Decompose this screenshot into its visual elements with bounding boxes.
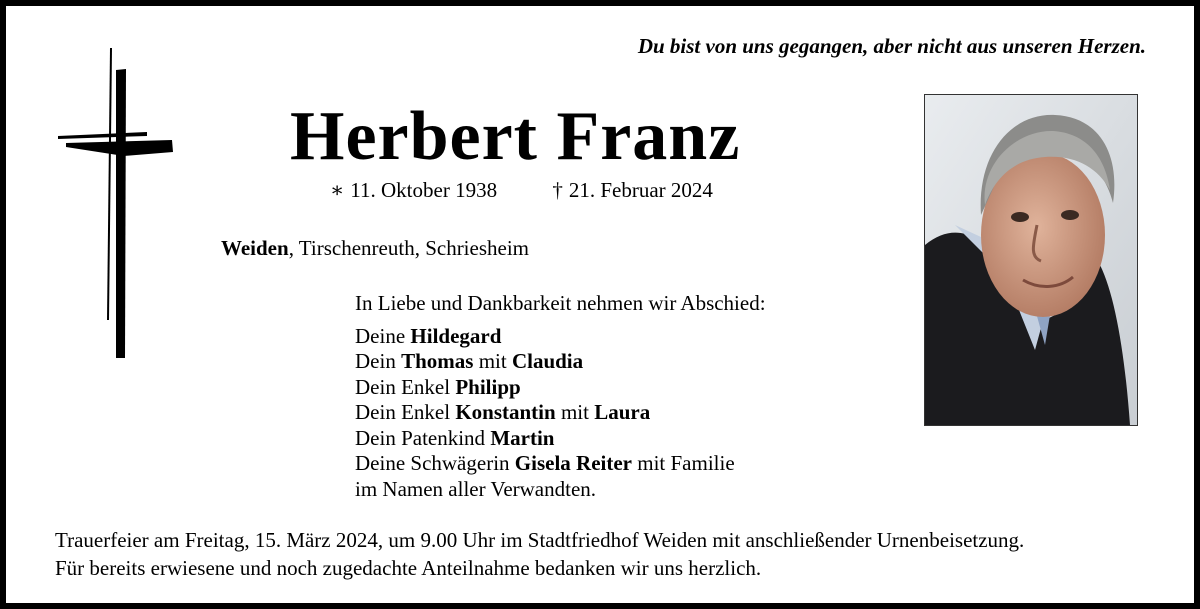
mourner-text: Deine Schwägerin [355, 451, 515, 475]
service-info [55, 526, 1024, 582]
mourner-line [355, 324, 766, 350]
portrait-photo [924, 94, 1138, 426]
mourner-text: Deine [355, 323, 411, 348]
birth-symbol: ∗ [330, 178, 345, 202]
place-rest: , Tirschenreuth, Schriesheim [288, 236, 529, 260]
mourners-list [355, 324, 766, 503]
mourner-line [355, 477, 766, 503]
birth-date-group [330, 178, 497, 203]
mourner-name: Konstantin [455, 400, 556, 424]
mourner-line [355, 375, 766, 401]
mourner-line [355, 451, 766, 477]
portrait-image [925, 95, 1137, 425]
mourner-name: Laura [594, 400, 651, 424]
mourner-text: mit [555, 400, 595, 424]
family-section [355, 291, 766, 502]
cross-icon [52, 44, 182, 364]
mourner-text: Dein Enkel [355, 400, 456, 424]
mourner-name: Hildegard [410, 323, 502, 348]
thanks-line: Für bereits erwiesene und noch zugedachte Anteilnahme bedanken wir uns herzlich. [55, 556, 762, 580]
mourner-name: Gisela Reiter [514, 451, 632, 475]
death-date: 21. Februar 2024 [568, 178, 713, 202]
birth-date: 11. Oktober 1938 [350, 178, 498, 202]
mourner-text: Dein [355, 349, 402, 373]
death-symbol: † [552, 178, 563, 202]
mourner-line [355, 400, 766, 426]
places [221, 236, 529, 261]
mourner-text: Dein Enkel [355, 374, 456, 399]
mourner-line [355, 349, 766, 375]
death-date-group [552, 178, 713, 203]
mourner-text: im Namen aller Verwandten. [355, 476, 597, 501]
service-details: Trauerfeier am Freitag, 15. März 2024, um 9.00 Uhr im Stadtfriedhof Weiden mit anschließender Urnenbeisetzung. [55, 528, 1025, 552]
mourner-text: Dein Patenkind [355, 425, 491, 450]
mourner-text: mit Familie [631, 451, 735, 475]
life-dates [330, 178, 713, 203]
mourner-line [355, 426, 766, 452]
farewell-intro: In Liebe und Dankbarkeit nehmen wir Abschied: [355, 291, 766, 315]
motto: Du bist von uns gegangen, aber nicht aus unseren Herzen. [637, 34, 1146, 58]
mourner-name: Philipp [455, 374, 521, 399]
mourner-name: Claudia [511, 349, 584, 373]
mourner-name: Thomas [401, 349, 474, 373]
place-main: Weiden [221, 236, 289, 260]
mourner-name: Martin [490, 425, 555, 450]
deceased-name: Herbert Franz [290, 98, 741, 175]
mourner-text: mit [473, 349, 512, 373]
